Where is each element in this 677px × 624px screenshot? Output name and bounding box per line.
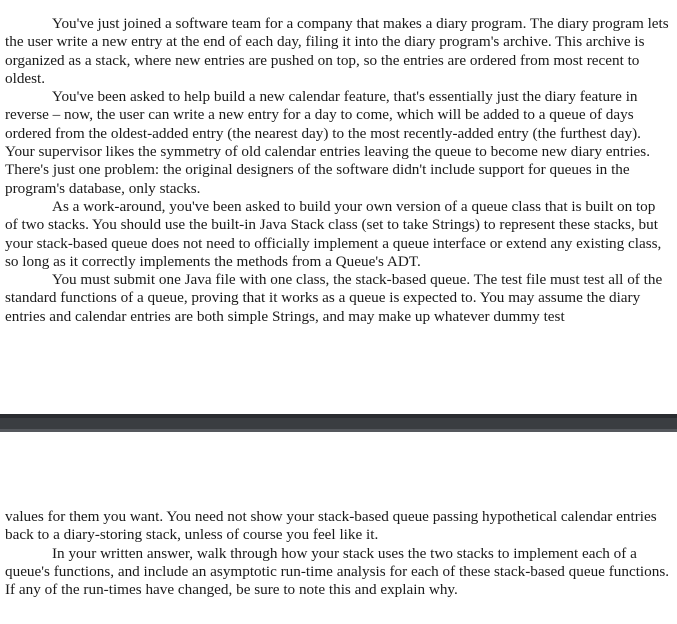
page-2-text (5, 508, 671, 599)
page-1-text (5, 15, 671, 326)
page-break-divider (0, 414, 677, 432)
paragraph-submission-continued: values for them you want. You need not show your stack-based queue passing hypothetical calendar entries back to a diary-storing stack, unless of course you feel like it. (5, 508, 657, 544)
paragraph-calendar-feature: You've been asked to help build a new calendar feature, that's essentially just the diary feature in reverse – now, the user can write a new entry for a day to come, which will be added to a queue of days ordered from the oldest-added entry (the nearest day) to the most recently-added entry (the furthest day). Your supervisor likes the symmetry of old calendar entries leaving the queue to become new diary entries. There's just one problem: the original designers of the software didn't include support for queues in the program's database, only stacks. (5, 88, 651, 197)
paragraph-written-answer: In your written answer, walk through how your stack uses the two stacks to implement each of a queue's functions, and include an asymptotic run-time analysis for each of these stack-based queue functions. If any of the run-times have changed, be sure to note this and explain why. (5, 544, 670, 599)
paragraph-diary-intro: You've just joined a software team for a company that makes a diary program. The diary program lets the user write a new entry at the end of each day, filing it into the diary program's archive. This archive is organized as a stack, where new entries are pushed on top, so the entries are ordered from most recent to oldest. (5, 15, 669, 87)
paragraph-workaround: As a work-around, you've been asked to build your own version of a queue class that is built on top of two stacks. You should use the built-in Java Stack class (set to take Strings) to represent these stacks, but your stack-based queue does not need to officially implement a queue interface or extend any existing class, so long as it correctly implements the methods from a Queue's ADT. (5, 197, 662, 270)
document-page-2 (0, 432, 677, 624)
paragraph-submission: You must submit one Java file with one class, the stack-based queue. The test file must test all of the standard functions of a queue, proving that it works as a queue is expected to. You may assume the diary entries and calendar entries are both simple Strings, and may make up whatever dummy test (5, 271, 663, 325)
